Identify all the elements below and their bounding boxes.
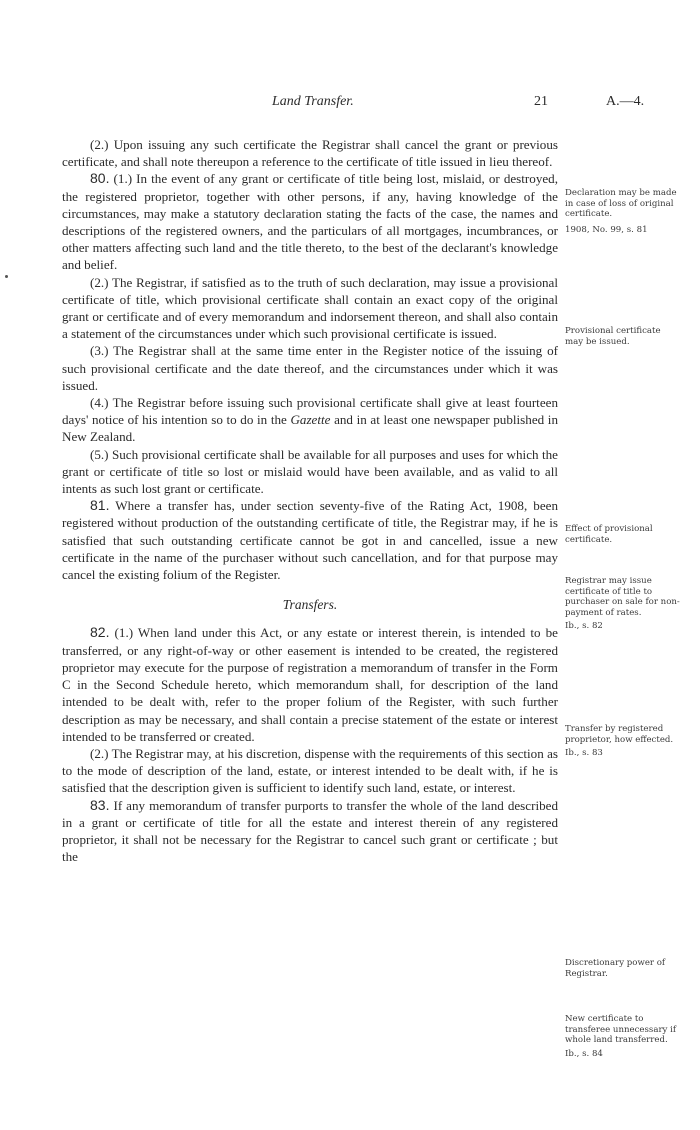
body-text (62, 136, 558, 865)
section-text: Where a transfer has, under section seventy-five of the Rating Act, 1908, been registered without production of the outstanding certificate of title, the Registrar may, if he is satisfied that such outstanding certificate cannot be got in and cancelled, issue a new certificate in the name of the purchaser without such cancellation, and for that purpose may cancel the existing folium of the Register. (62, 498, 558, 583)
section-number: 80. (90, 170, 110, 187)
margin-mark (5, 275, 8, 278)
section-number: 83. (90, 796, 110, 813)
header-title: Land Transfer. (272, 94, 354, 109)
section-80-5: (5.) Such provisional certificate shall be available for all purposes and uses for which the grant or certificate of title so lost or mislaid would have been available, and as valid to all intents as such lost grant or certificate. (62, 446, 558, 497)
sidenote-text: Declaration may be made in case of loss of original certificate. (565, 188, 677, 220)
section-text: (1.) When land under this Act, or any estate or interest therein, is intended to be transferred, or any right-of-way or other easement is intended to be created, the registered proprietor may execute for the purpose of registration a memorandum of transfer in the Form C in the Second Schedule hereto, which memorandum shall, for description of the land intended to be dealt with, refer to the proper folium of the Register, with such further description as may be necessary, and shall contain a precise statement of the estate or interest intended to be transferred or created. (62, 625, 558, 744)
sidenote-text: Effect of provisional certificate. (565, 524, 653, 545)
section-82-2: (2.) The Registrar may, at his discretion, dispense with the requirements of this section as to the mode of description of the land, estate, or interest intended to be dealt with, if he is satisfied that the description given is sufficient to identify such land, estate, or interest. (62, 745, 558, 796)
sidenote-reference: Ib., s. 84 (565, 1048, 603, 1059)
section-number: 81. (90, 497, 110, 514)
sidenote-reference: Ib., s. 82 (565, 621, 603, 632)
heading-transfers: Transfers. (282, 597, 338, 613)
sidenote-discretionary (565, 958, 680, 979)
sidenote-reference: Ib., s. 83 (565, 748, 603, 759)
sidenote-text: Transfer by registered proprietor, how effected. (565, 724, 674, 745)
section-text: and in at least one newspaper published in New Zealand. (62, 412, 558, 445)
paragraph-79-2: (2.) Upon issuing any such certificate the Registrar shall cancel the grant or previous certificate, and shall note thereupon a reference to the certificate of title issued in lieu thereof. (62, 137, 558, 170)
section-80-1 (62, 170, 558, 273)
sidenote-provisional-certificate (565, 326, 680, 347)
section-text: (1.) In the event of any grant or certificate of title being lost, mislaid, or destroyed, the registered proprietor, together with other persons, if any, having knowledge of the circumstances, may make a statutory declaration stating the facts of the case, the names and descriptions of the registered owners, and the particulars of all mortgages, incumbrances, or other matters affecting such land and the title thereto, to the best of the declarant's knowledge and belief. (62, 171, 558, 273)
sidenote-text: Provisional certificate may be issued. (565, 326, 661, 347)
section-number: 82. (90, 624, 110, 641)
page-number: 21 (534, 94, 548, 109)
sidenote-text: New certificate to transferee unnecessary if whole land transferred. (565, 1014, 677, 1046)
sidenote-new-certificate (565, 1014, 680, 1059)
section-text: (4.) The Registrar before issuing such provisional certificate shall give at least fourteen days' notice of his intention so to do in the (62, 395, 558, 428)
sidenote-registrar-issue (565, 576, 680, 632)
running-header (60, 94, 660, 116)
sidenote-effect-provisional (565, 524, 680, 545)
section-80-3: (3.) The Registrar shall at the same time enter in the Register notice of the issuing of such provisional certificate and the date thereof, and the circumstances under which it was issued. (62, 343, 558, 393)
sidenote-declaration (565, 188, 680, 235)
gazette-title: Gazette (290, 412, 331, 428)
section-text: If any memorandum of transfer purports to transfer the whole of the land described in a grant or certificate of title for all the estate and interest therein of any registered proprietor, it shall not be necessary for the Registrar to cancel such grant or certificate ; but the (62, 797, 558, 865)
section-81 (62, 497, 558, 583)
sidenote-transfer-effected (565, 724, 680, 759)
section-82-1 (62, 624, 558, 744)
sidenote-text: Registrar may issue certificate of title to purchaser on sale for non-payment of rates. (565, 576, 680, 618)
sidenote-reference: 1908, No. 99, s. 81 (565, 224, 648, 235)
section-83 (62, 797, 558, 866)
section-80-2: (2.) The Registrar, if satisfied as to the truth of such declaration, may issue a provisional certificate of title, which provisional certificate shall contain an exact copy of the original grant or certificate and of every memorandum and indorsement thereon, and shall also contain a statement of the circumstances under which such provisional certificate is issued. (62, 274, 558, 342)
sidenote-text: Discretionary power of Registrar. (565, 958, 666, 979)
document-reference: A.—4. (606, 94, 645, 109)
section-80-4 (62, 394, 558, 446)
